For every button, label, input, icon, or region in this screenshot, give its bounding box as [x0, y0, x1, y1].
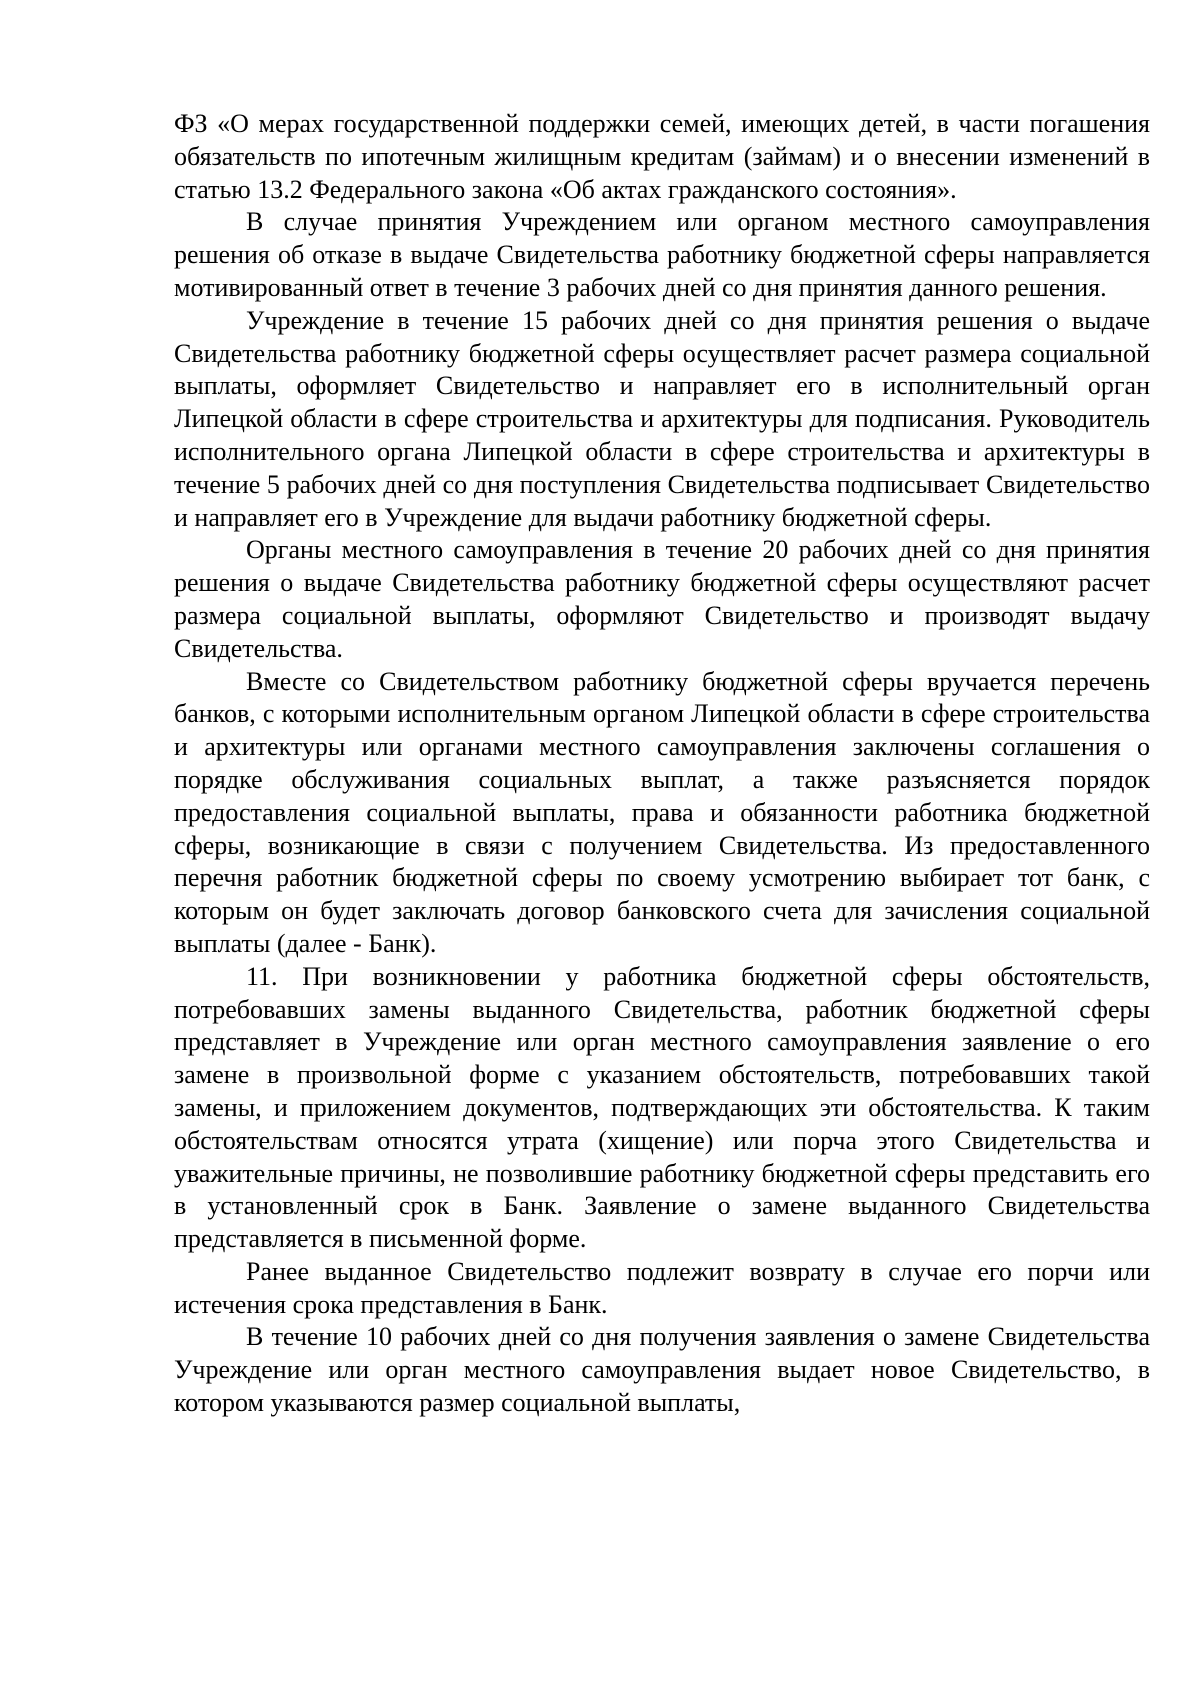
document-page [174, 108, 1150, 1420]
paragraph-item-11-replacement: 11. При возникновении у работника бюджетной сферы обстоятельств, потребовавших замены выданного Свидетельства, работник бюджетной сферы представляет в Учреждение или орган местного самоуправления заявление о его замене в произвольной форме с указанием обстоятельств, потребовавших такой замены, и приложением документов, подтверждающих эти обстоятельства. К таким обстоятельствам относятся утрата (хищение) или порча этого Свидетельства и уважительные причины, не позволившие работнику бюджетной сферы представить его в установленный срок в Банк. Заявление о замене выданного Свидетельства представляется в письменной форме. [174, 961, 1150, 1254]
paragraph-refusal: В случае принятия Учреждением или органом местного самоуправления решения об отказе в выдаче Свидетельства работнику бюджетной сферы направляется мотивированный ответ в течение 3 рабочих дней со дня принятия данного решения. [174, 207, 1150, 302]
paragraph-return-of-certificate: Ранее выданное Свидетельство подлежит возврату в случае его порчи или истечения срока представления в Банк. [174, 1256, 1150, 1319]
paragraph-new-certificate: В течение 10 рабочих дней со дня получения заявления о замене Свидетельства Учреждение или орган местного самоуправления выдает новое Свидетельство, в котором указываются размер социальной выплаты, [174, 1322, 1150, 1418]
paragraph-institution-calculation: Учреждение в течение 15 рабочих дней со дня принятия решения о выдаче Свидетельства работнику бюджетной сферы осуществляет расчет размера социальной выплаты, оформляет Свидетельство и направляет его в исполнительный орган Липецкой области в сфере строительства и архитектуры для подписания. Руководитель исполнительного органа Липецкой области в сфере строительства и архитектуры в течение 5 рабочих дней со дня поступления Свидетельства подписывает Свидетельство и направляет его в Учреждение для выдачи работнику бюджетной сферы. [174, 305, 1150, 532]
paragraph-bank-list: Вместе со Свидетельством работнику бюджетной сферы вручается перечень банков, с которыми исполнительным органом Липецкой области в сфере строительства и архитектуры или органами местного самоуправления заключены соглашения о порядке обслуживания социальных выплат, а также разъясняется порядок предоставления социальной выплаты, права и обязанности работника бюджетной сферы, возникающие в связи с получением Свидетельства. Из предоставленного перечня работник бюджетной сферы по своему усмотрению выбирает тот банк, с которым он будет заключать договор банковского счета для зачисления социальной выплаты (далее - Банк). [174, 666, 1150, 958]
paragraph-law-reference: ФЗ «О мерах государственной поддержки семей, имеющих детей, в части погашения обязательств по ипотечным жилищным кредитам (займам) и о внесении изменений в статью 13.2 Федерального закона «Об актах гражданского состояния». [174, 109, 1150, 204]
paragraph-local-government-issuance: Органы местного самоуправления в течение 20 рабочих дней со дня принятия решения о выдаче Свидетельства работнику бюджетной сферы осуществляют расчет размера социальной выплаты, оформляют Свидетельство и производят выдачу Свидетельства. [174, 535, 1150, 663]
